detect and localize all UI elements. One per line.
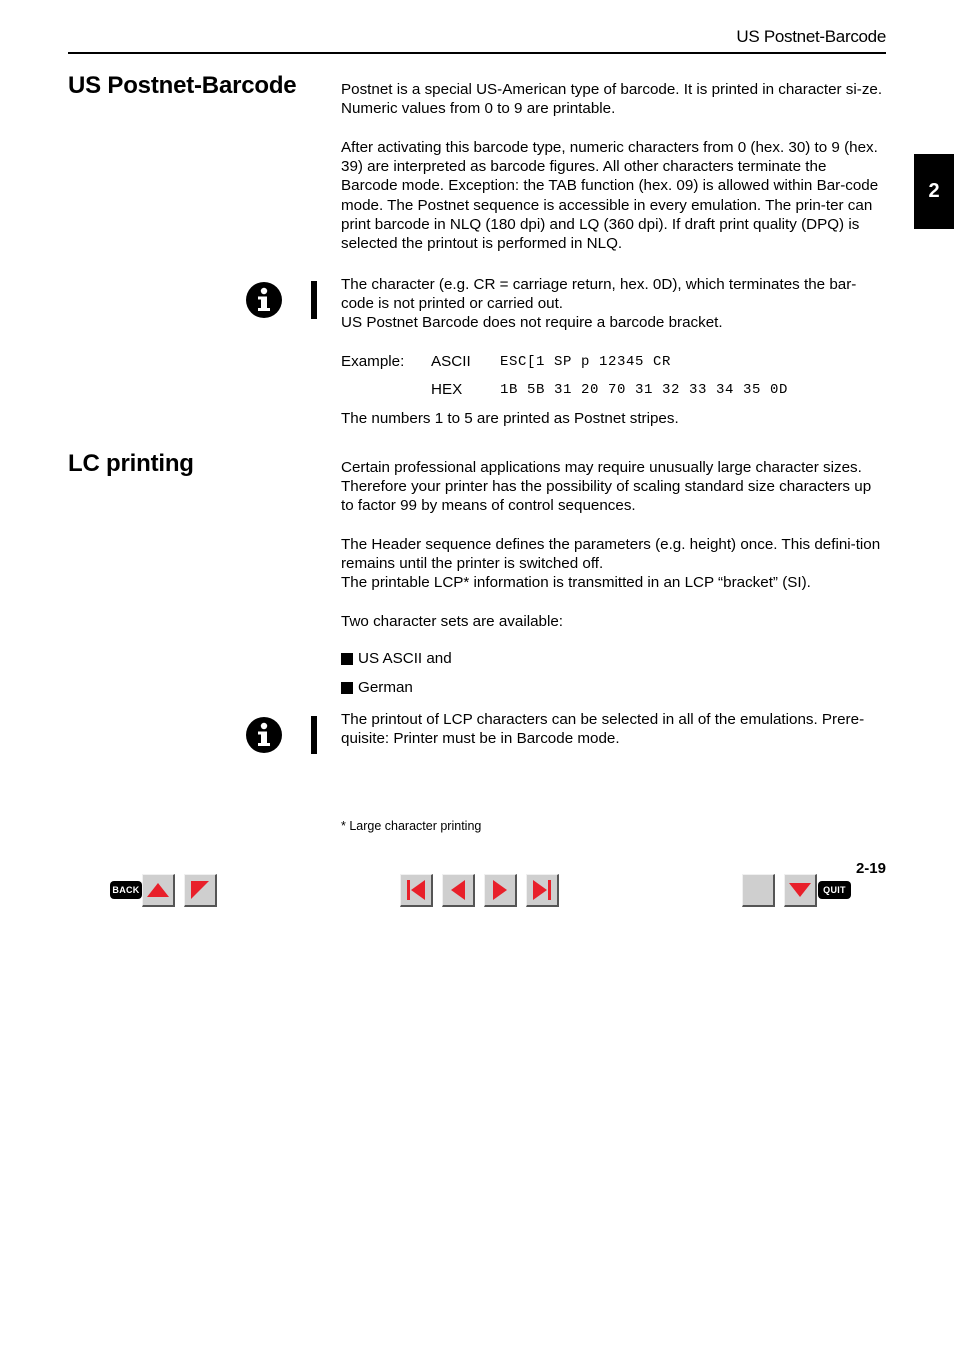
postnet-note-line1: The character (e.g. CR = carriage return, hex. 0D), which terminates the bar-code is not printed or carried out. bbox=[341, 276, 857, 313]
list-item bbox=[341, 679, 413, 696]
postnet-stripes-text: The numbers 1 to 5 are printed as Postnet stripes. bbox=[341, 410, 679, 427]
previous-page-up-button[interactable] bbox=[142, 874, 175, 907]
postnet-detail-paragraph: After activating this barcode type, numeric characters from 0 (hex. 30) to 9 (hex. 39) are interpreted as barcode figures. All other characters terminate the Barcode mode. Exception: the TAB function (hex. 09) is allowed within Bar-code mode. The Postnet sequence is accessible in every emulation. The prin-ter can print barcode in NLQ (180 dpi) and LQ (360 dpi). If draft print quality (DPQ) is selected the printout is performed in NLQ. bbox=[341, 139, 879, 253]
lc-note: The printout of LCP characters can be selected in all of the emulations. Prere-quisite: Printer must be in Barcode mode. bbox=[341, 711, 865, 748]
running-header: US Postnet-Barcode bbox=[736, 27, 886, 46]
arrow-up-icon bbox=[146, 882, 170, 898]
header-rule bbox=[68, 52, 886, 54]
diagonal-arrow-icon bbox=[190, 880, 210, 900]
bullet-square-icon bbox=[341, 682, 353, 694]
next-page-icon bbox=[488, 878, 512, 902]
next-page-down-button[interactable] bbox=[784, 874, 817, 907]
last-page-button[interactable] bbox=[526, 874, 559, 907]
chapter-tab[interactable]: 2 bbox=[914, 154, 954, 229]
first-page-icon bbox=[404, 878, 428, 902]
example-ascii-value: ESC[1 SP p 12345 CR bbox=[500, 354, 672, 370]
previous-page-icon bbox=[446, 878, 470, 902]
postnet-note-line2: US Postnet Barcode does not require a barcode bracket. bbox=[341, 314, 723, 331]
bullet-square-icon bbox=[341, 653, 353, 665]
lc-intro-paragraph: Certain professional applications may require unusually large character sizes. Therefore your printer has the possibility of scaling standard size characters up to factor 99 by means of control sequences. bbox=[341, 459, 872, 515]
section-heading-postnet: US Postnet-Barcode bbox=[68, 72, 297, 99]
back-button[interactable]: BACK bbox=[110, 881, 142, 899]
quit-button[interactable]: QUIT bbox=[818, 881, 851, 899]
lc-charsets-intro: Two character sets are available: bbox=[341, 613, 564, 630]
page-number: 2-19 bbox=[855, 860, 886, 877]
last-page-icon bbox=[530, 878, 554, 902]
example-hex-label: HEX bbox=[431, 381, 463, 398]
bullet-text: US ASCII and bbox=[358, 650, 452, 667]
example-hex-value: 1B 5B 31 20 70 31 32 33 34 35 0D bbox=[500, 382, 789, 398]
bullet-text: German bbox=[358, 679, 413, 696]
previous-page-button[interactable] bbox=[442, 874, 475, 907]
blank-nav-button[interactable] bbox=[742, 874, 775, 907]
lc-header-paragraph: The Header sequence defines the parameters (e.g. height) once. This defini-tion remains until the printer is switched off. bbox=[341, 536, 881, 573]
diagonal-arrow-button[interactable] bbox=[184, 874, 217, 907]
list-item bbox=[341, 650, 452, 667]
note-bar bbox=[311, 716, 317, 754]
arrow-down-icon bbox=[788, 882, 812, 898]
section-heading-lc: LC printing bbox=[68, 450, 194, 477]
info-icon bbox=[245, 716, 283, 754]
postnet-intro-paragraph: Postnet is a special US-American type of barcode. It is printed in character si-ze. Numeric values from 0 to 9 are printable. bbox=[341, 81, 883, 118]
note-bar bbox=[311, 281, 317, 319]
info-icon bbox=[245, 281, 283, 319]
first-page-button[interactable] bbox=[400, 874, 433, 907]
example-ascii-label: ASCII bbox=[431, 353, 471, 370]
lc-bracket-paragraph: The printable LCP* information is transmitted in an LCP “bracket” (SI). bbox=[341, 574, 811, 591]
footnote: * Large character printing bbox=[341, 819, 482, 833]
next-page-button[interactable] bbox=[484, 874, 517, 907]
example-label: Example: bbox=[341, 353, 405, 370]
